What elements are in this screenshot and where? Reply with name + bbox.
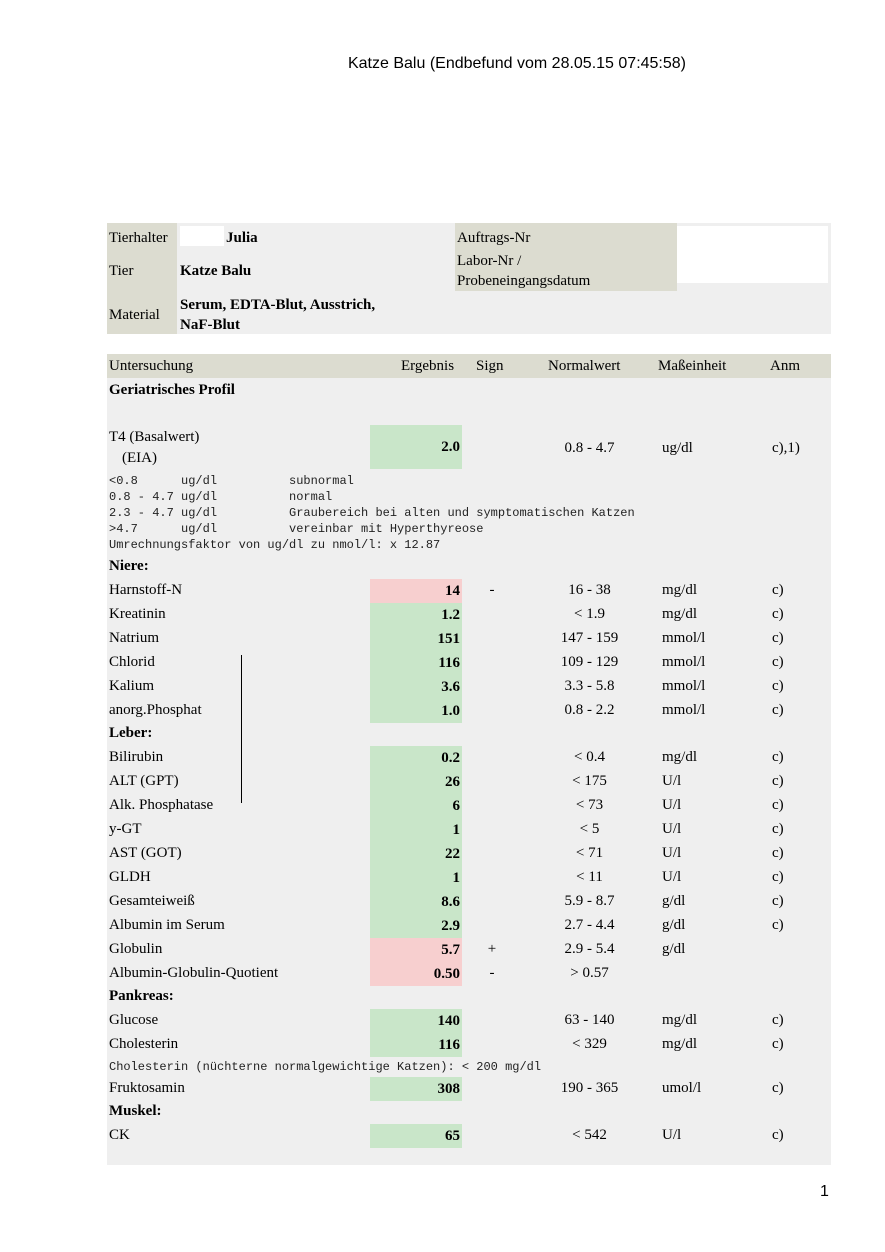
test-normal-range: 63 - 140 — [564, 1012, 615, 1028]
table-row — [107, 603, 831, 627]
col-normalwert: Normalwert — [548, 358, 621, 374]
table-row — [107, 675, 831, 699]
test-normal-range: 0.8 - 2.2 — [564, 702, 615, 718]
test-name: Chlorid — [109, 654, 155, 670]
material-value-line1: Serum, EDTA-Blut, Ausstrich, — [180, 297, 376, 313]
test-unit: mg/dl — [662, 606, 698, 622]
test-result: 151 — [370, 627, 462, 651]
test-result: 22 — [370, 842, 462, 866]
test-name: Alk. Phosphatase — [109, 797, 214, 813]
t4-name-line2: (EIA) — [122, 450, 157, 466]
test-normal-range: < 0.4 — [574, 749, 605, 765]
test-sign: - — [489, 582, 495, 598]
table-row — [107, 746, 831, 770]
test-name: Gesamteiweiß — [109, 893, 195, 909]
tier-value: Katze Balu — [180, 263, 252, 279]
table-row — [107, 962, 831, 986]
test-result: 308 — [370, 1077, 462, 1101]
test-normal-range: 2.9 - 5.4 — [564, 941, 615, 957]
t4-anm: c),1) — [772, 440, 800, 456]
test-unit: g/dl — [662, 893, 686, 909]
t4-unit: ug/dl — [662, 440, 693, 456]
test-normal-range: < 1.9 — [574, 606, 605, 622]
test-name: Albumin-Globulin-Quotient — [109, 965, 279, 981]
test-name: Harnstoff-N — [109, 582, 183, 598]
test-normal-range: > 0.57 — [570, 965, 609, 981]
test-remark: c) — [772, 1127, 784, 1143]
test-remark: c) — [772, 606, 784, 622]
test-result: 116 — [370, 1033, 462, 1057]
test-unit: g/dl — [662, 917, 686, 933]
test-remark: c) — [772, 821, 784, 837]
test-remark: c) — [772, 845, 784, 861]
test-name: Kreatinin — [109, 606, 166, 622]
table-row — [107, 794, 831, 818]
test-unit: U/l — [662, 869, 682, 885]
test-result: 0.2 — [370, 746, 462, 770]
col-sign: Sign — [476, 358, 504, 374]
test-result: 0.50 — [370, 962, 462, 986]
test-name: Bilirubin — [109, 749, 164, 765]
test-normal-range: 2.7 - 4.4 — [564, 917, 615, 933]
test-name: CK — [109, 1127, 130, 1143]
test-result: 116 — [370, 651, 462, 675]
labor-label-line2: Probeneingangsdatum — [457, 273, 591, 289]
test-remark: c) — [772, 702, 784, 718]
test-result: 2.9 — [370, 914, 462, 938]
test-remark: c) — [772, 678, 784, 694]
table-row — [107, 770, 831, 794]
test-name: Natrium — [109, 630, 159, 646]
test-unit: mg/dl — [662, 1036, 698, 1052]
test-normal-range: < 329 — [572, 1036, 607, 1052]
redacted-name-field — [180, 226, 224, 246]
material-value-line2: NaF-Blut — [180, 317, 240, 333]
test-unit: mmol/l — [662, 630, 706, 646]
test-normal-range: < 11 — [576, 869, 603, 885]
table-row — [107, 627, 831, 651]
table-row — [107, 818, 831, 842]
test-result: 5.7 — [370, 938, 462, 962]
test-normal-range: 109 - 129 — [560, 654, 619, 670]
test-remark: c) — [772, 630, 784, 646]
col-untersuchung: Untersuchung — [109, 358, 194, 374]
test-normal-range: 5.9 - 8.7 — [564, 893, 615, 909]
t4-note: 0.8 - 4.7 ug/dl normal — [109, 490, 333, 504]
section-leber: Leber: — [109, 725, 153, 741]
table-row — [107, 1124, 831, 1148]
table-row — [107, 1033, 831, 1057]
cholesterin-note: Cholesterin (nüchterne normalgewichtige Katzen): < 200 mg/dl — [109, 1060, 542, 1074]
test-normal-range: 147 - 159 — [560, 630, 619, 646]
section-niere: Niere: — [109, 558, 149, 574]
table-row — [107, 914, 831, 938]
table-row — [107, 1077, 831, 1101]
t4-name-line1: T4 (Basalwert) — [109, 429, 200, 445]
test-unit: U/l — [662, 797, 682, 813]
test-name: GLDH — [109, 869, 151, 885]
test-remark: c) — [772, 773, 784, 789]
test-result: 1 — [370, 818, 462, 842]
test-normal-range: 3.3 - 5.8 — [564, 678, 615, 694]
table-row-t4 — [107, 425, 831, 469]
test-normal-range: < 175 — [572, 773, 607, 789]
test-remark: c) — [772, 917, 784, 933]
test-name: Albumin im Serum — [109, 917, 225, 933]
test-name: AST (GOT) — [109, 845, 182, 861]
test-sign: - — [489, 965, 495, 981]
test-remark: c) — [772, 582, 784, 598]
test-name: ALT (GPT) — [109, 773, 179, 789]
table-row — [107, 651, 831, 675]
section-geriatrisch: Geriatrisches Profil — [109, 382, 235, 398]
test-remark: c) — [772, 654, 784, 670]
test-unit: mg/dl — [662, 1012, 698, 1028]
test-remark: c) — [772, 1036, 784, 1052]
test-remark: c) — [772, 1080, 784, 1096]
test-remark: c) — [772, 893, 784, 909]
test-result: 65 — [370, 1124, 462, 1148]
tierhalter-label: Tierhalter — [109, 230, 168, 246]
t4-note: 2.3 - 4.7 ug/dl Graubereich bei alten und symptomatischen Katzen — [109, 506, 635, 520]
test-result: 140 — [370, 1009, 462, 1033]
test-remark: c) — [772, 869, 784, 885]
test-unit: mmol/l — [662, 654, 706, 670]
test-normal-range: 190 - 365 — [560, 1080, 619, 1096]
test-remark: c) — [772, 1012, 784, 1028]
table-row — [107, 699, 831, 723]
test-name: Glucose — [109, 1012, 159, 1028]
labor-label-line1: Labor-Nr / — [457, 253, 522, 269]
t4-note: >4.7 ug/dl vereinbar mit Hyperthyreose — [109, 522, 484, 536]
col-einheit: Maßeinheit — [658, 358, 727, 374]
test-result: 1.0 — [370, 699, 462, 723]
test-name: Globulin — [109, 941, 163, 957]
t4-note: <0.8 ug/dl subnormal — [109, 474, 354, 488]
test-result: 1 — [370, 866, 462, 890]
test-result: 3.6 — [370, 675, 462, 699]
test-unit: g/dl — [662, 941, 686, 957]
test-name: Kalium — [109, 678, 154, 694]
test-name: anorg.Phosphat — [109, 702, 202, 718]
test-unit: mmol/l — [662, 702, 706, 718]
test-remark: c) — [772, 749, 784, 765]
t4-note: Umrechnungsfaktor von ug/dl zu nmol/l: x 12.87 — [109, 538, 441, 552]
test-name: Fruktosamin — [109, 1080, 185, 1096]
table-row — [107, 579, 831, 603]
test-unit: U/l — [662, 773, 682, 789]
test-unit: U/l — [662, 845, 682, 861]
test-name: Cholesterin — [109, 1036, 179, 1052]
test-unit: U/l — [662, 1127, 682, 1143]
test-result: 8.6 — [370, 890, 462, 914]
section-muskel: Muskel: — [109, 1103, 162, 1119]
test-result: 14 — [370, 579, 462, 603]
order-number-field — [677, 226, 828, 283]
material-label: Material — [109, 307, 160, 323]
test-remark: c) — [772, 797, 784, 813]
tier-label: Tier — [109, 263, 134, 279]
auftrag-label: Auftrags-Nr — [457, 230, 531, 246]
test-normal-range: 16 - 38 — [568, 582, 611, 598]
test-normal-range: < 542 — [572, 1127, 607, 1143]
test-normal-range: < 5 — [579, 821, 600, 837]
document-title: Katze Balu (Endbefund vom 28.05.15 07:45:58) — [347, 55, 686, 72]
section-pankreas: Pankreas: — [109, 988, 174, 1004]
test-result: 26 — [370, 770, 462, 794]
test-normal-range: < 71 — [575, 845, 604, 861]
test-sign: + — [487, 941, 497, 957]
test-unit: mmol/l — [662, 678, 706, 694]
test-unit: U/l — [662, 821, 682, 837]
test-normal-range: < 73 — [575, 797, 604, 813]
col-anm: Anm — [770, 358, 800, 374]
test-unit: umol/l — [662, 1080, 702, 1096]
test-name: y-GT — [109, 821, 142, 837]
test-unit: mg/dl — [662, 582, 698, 598]
table-row — [107, 1009, 831, 1033]
t4-result: 2.0 — [370, 425, 462, 469]
table-row — [107, 842, 831, 866]
tierhalter-value: Julia — [226, 230, 258, 246]
test-result: 1.2 — [370, 603, 462, 627]
test-result: 6 — [370, 794, 462, 818]
divider-line — [241, 655, 242, 803]
t4-normal: 0.8 - 4.7 — [564, 440, 615, 456]
table-row — [107, 938, 831, 962]
test-unit: mg/dl — [662, 749, 698, 765]
col-ergebnis: Ergebnis — [401, 358, 455, 374]
table-row — [107, 866, 831, 890]
table-row — [107, 890, 831, 914]
page-number: 1 — [820, 1183, 829, 1200]
